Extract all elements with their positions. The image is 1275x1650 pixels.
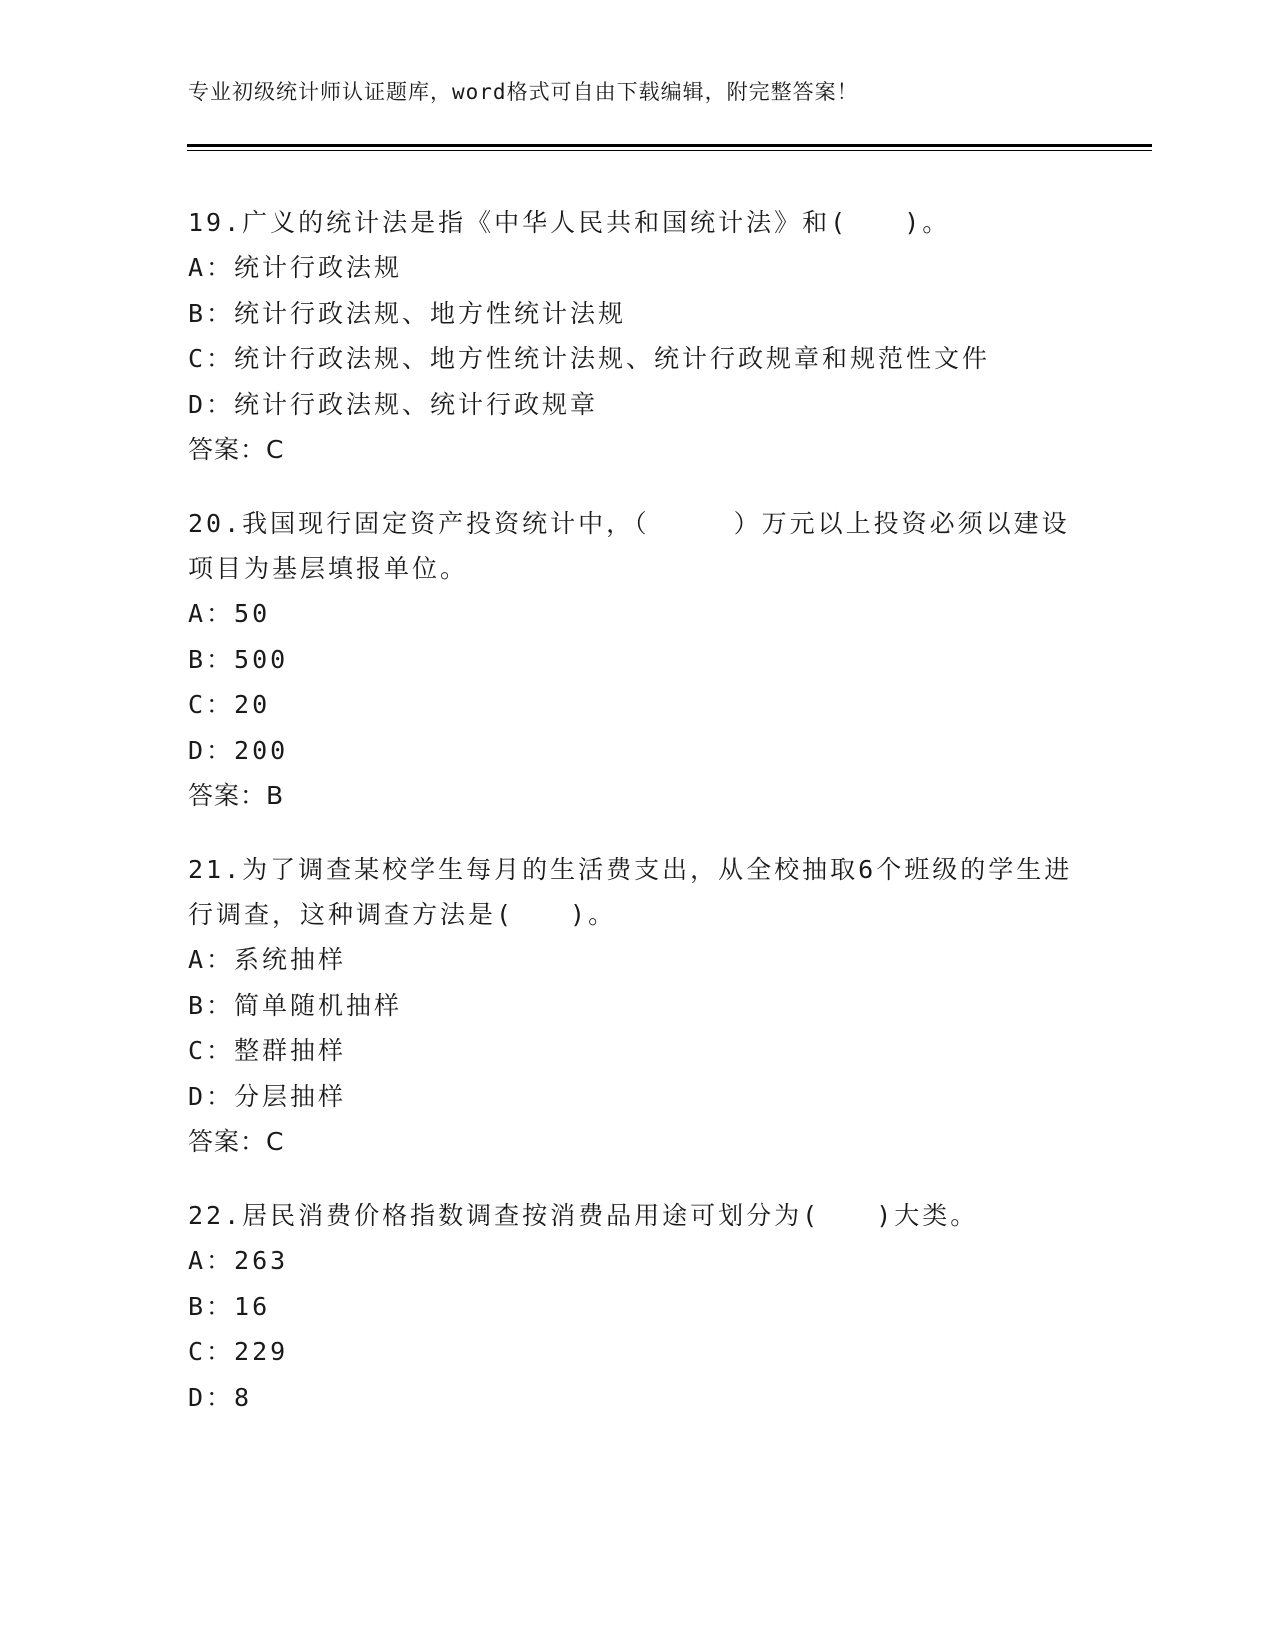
header-divider-thin	[187, 150, 1152, 151]
question-19	[188, 200, 1088, 472]
document-header: 专业初级统计师认证题库，word格式可自由下载编辑，附完整答案！	[188, 80, 859, 104]
option-c: C：统计行政法规、地方性统计法规、统计行政规章和规范性文件	[188, 344, 991, 373]
option-c: C：229	[188, 1337, 289, 1366]
option-d: D：分层抽样	[188, 1081, 347, 1111]
question-stem: 19.广义的统计法是指《中华人民共和国统计法》和( )。	[188, 208, 951, 237]
option-b: B：简单随机抽样	[188, 990, 403, 1020]
header-divider-thick	[187, 144, 1152, 147]
option-c: C：20	[188, 690, 271, 719]
option-a: A：263	[188, 1246, 289, 1275]
option-d: D：200	[188, 735, 289, 765]
option-d: D：8	[188, 1382, 253, 1412]
answer-line: 答案：B	[188, 781, 285, 810]
question-22	[188, 1193, 1088, 1420]
question-21	[188, 847, 1088, 1164]
option-d: D：统计行政法规、统计行政规章	[188, 389, 599, 419]
option-c: C：整群抽样	[188, 1036, 347, 1065]
question-20	[188, 501, 1088, 818]
option-a: A：统计行政法规	[188, 253, 403, 282]
answer-line: 答案：C	[188, 435, 285, 464]
option-b: B：统计行政法规、地方性统计法规	[188, 298, 627, 328]
option-b: B：16	[188, 1291, 271, 1321]
question-stem: 22.居民消费价格指数调查按消费品用途可划分为( )大类。	[188, 1201, 979, 1230]
option-b: B：500	[188, 644, 289, 674]
option-a: A：50	[188, 599, 271, 628]
question-stem: 21.为了调查某校学生每月的生活费支出，从全校抽取6个班级的学生进行调查，这种调查方法是( )。	[188, 855, 1073, 929]
option-a: A：系统抽样	[188, 945, 347, 974]
answer-line: 答案：C	[188, 1127, 285, 1156]
question-list	[188, 200, 1088, 1449]
question-stem: 20.我国现行固定资产投资统计中，（ ）万元以上投资必须以建设项目为基层填报单位。	[188, 509, 1070, 583]
